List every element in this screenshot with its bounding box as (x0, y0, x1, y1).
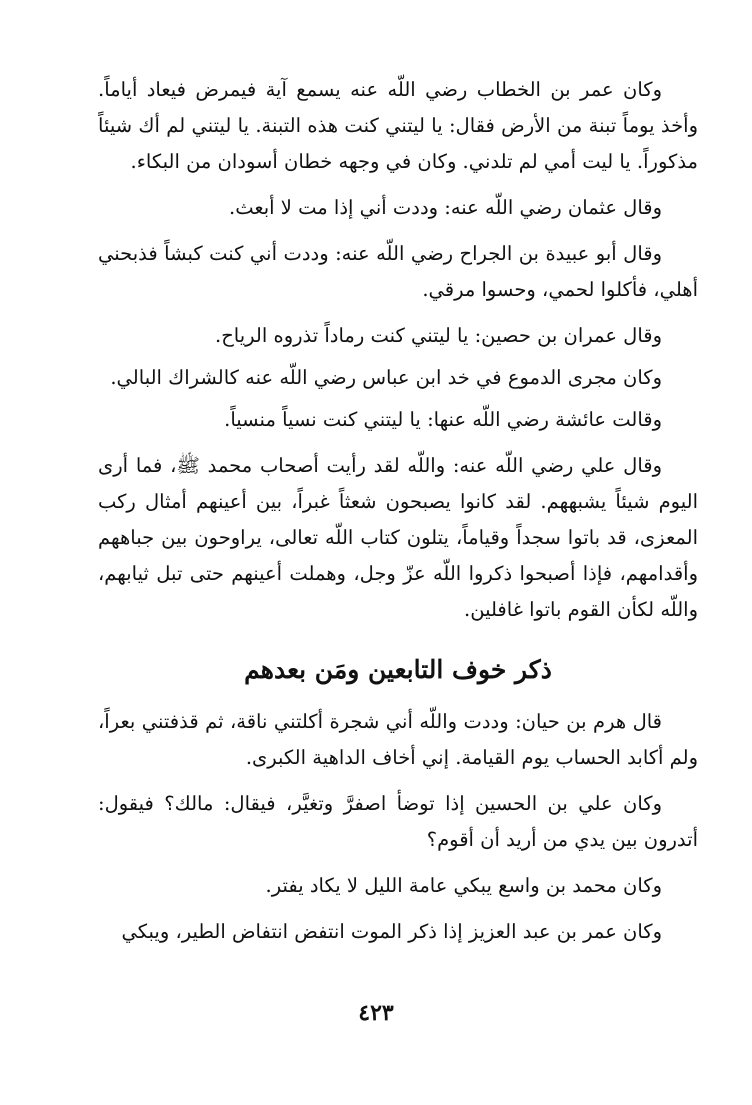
paragraph-uthman: وقال عثمان رضي اللّه عنه: وددت أني إذا مت لا أبعث. (229, 196, 662, 219)
section-heading: ذكر خوف التابعين ومَن بعدهم (244, 655, 552, 684)
paragraph-muhammad-ibn-wasi: وكان محمد بن واسع يبكي عامة الليل لا يكاد يفتر. (265, 874, 662, 897)
paragraph-umar-ibn-abd-al-aziz: وكان عمر بن عبد العزيز إذا ذكر الموت انتفض انتفاض الطير، ويبكي (121, 920, 662, 943)
paragraph-harim-ibn-hayyan: قال هرم بن حيان: وددت واللّه أني شجرة أكلتني ناقة، ثم قذفتني بعراً، ولم أكابد الحساب يوم القيامة. إني أخاف الداهية الكبرى. (98, 710, 698, 769)
paragraph-imran-ibn-husayn: وقال عمران بن حصين: يا ليتني كنت رماداً تذروه الرياح. (215, 324, 662, 347)
paragraph-umar-ibn-al-khattab: وكان عمر بن الخطاب رضي اللّه عنه يسمع آية فيمرض فيعاد أياماً. وأخذ يوماً تبنة من الأرض فقال: يا ليتني كنت هذه التبنة. يا ليتني لم أك شيئاً مذكوراً. يا ليت أمي لم تلدني. وكان في وجهه خطان أسودان من البكاء. (98, 78, 698, 173)
paragraph-aisha: وقالت عائشة رضي اللّه عنها: يا ليتني كنت نسياً منسياً. (224, 408, 662, 431)
paragraph-ibn-abbas: وكان مجرى الدموع في خد ابن عباس رضي اللّه عنه كالشراك البالي. (110, 366, 662, 389)
paragraph-ali: وقال علي رضي اللّه عنه: واللّه لقد رأيت أصحاب محمد ﷺ، فما أرى اليوم شيئاً يشبههم. لقد كانوا يصبحون شعثاً غبراً، بين أعينهم أمثال ركب المعزى، قد باتوا سجداً وقياماً، يتلون كتاب اللّه تعالى، يراوحون بين جباههم وأقدامهم، فإذا أصبحوا ذكروا اللّه عزّ وجل، وهملت أعينهم حتى تبل ثيابهم، واللّه لكأن القوم باتوا غافلين. (98, 454, 698, 621)
page-number: ٤٢٣ (358, 1000, 394, 1026)
paragraph-abu-ubaydah: وقال أبو عبيدة بن الجراح رضي اللّه عنه: وددت أني كنت كبشاً فذبحني أهلي، فأكلوا لحمي، وحسوا مرقي. (98, 242, 698, 301)
paragraph-ali-ibn-al-husayn: وكان علي بن الحسين إذا توضأ اصفرَّ وتغيَّر، فيقال: مالك؟ فيقول: أتدرون بين يدي من أريد أن أقوم؟ (98, 792, 698, 851)
page-body (98, 72, 698, 960)
